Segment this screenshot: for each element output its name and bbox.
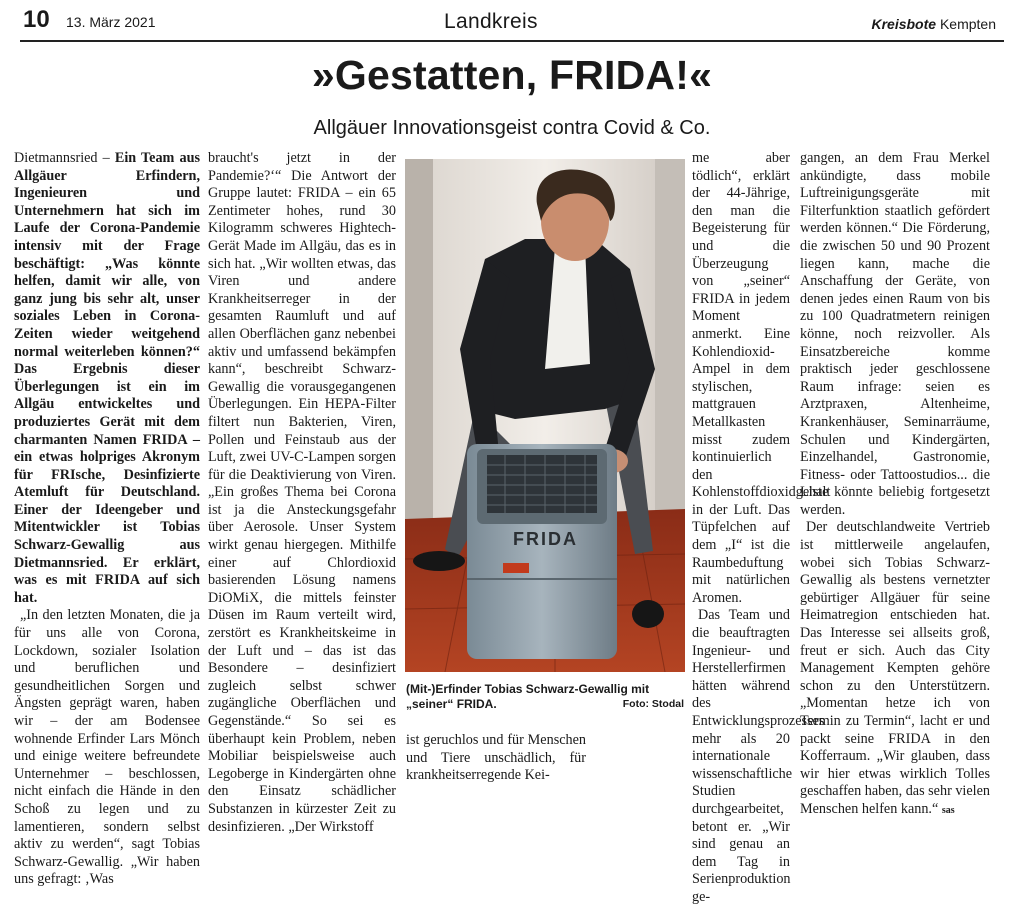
closing-text: Der deutschlandweite Vertrieb ist mittlerweile angelaufen, wobei sich Tobias Schwarz-Gewallig als bestens vernetzter gebürtiger Allgäuer für seine Heimatregion entschieden hat. Das Interesse sei allseits groß, freut er sich. Auch das City Management Kempten gehöre schon zu den Unterstützern. „Momentan hetze ich von Termin zu Termin“, lacht er und packt seine FRIDA in den Kofferraum. „Wir glauben, dass wir hier etwas wirklich Tolles geschaffen haben, das sehr vielen Menschen helfen kann.“	[800, 519, 991, 817]
author-initials: sas	[941, 804, 955, 816]
article-column-5	[800, 150, 990, 820]
headline: »Gestatten, FRIDA!«	[311, 52, 713, 98]
body-paragraph: ist geruchlos und für Menschen und Tiere unschädlich, für krankheitserregende Kei-	[406, 732, 586, 784]
body-paragraph: „In den letzten Monaten, die ja für uns alle von Corona, Lockdown, sozialer Isolation und beruflichen und gesundheitlichen Sorgen und Ängsten geprägt waren, haben wir – der am Bodensee wohnende Erfinder Lars Mönch und einige weitere befreundete Unternehmer – beschlossen, nicht einfach die Hände in den Schoß zu legen und zu lamentieren, sondern selbst aktiv zu werden“, sagt Tobias Schwarz-Gewallig. „Wir haben uns gefragt: ‚Was	[14, 607, 200, 888]
subheadline: Allgäuer Innovationsgeist contra Covid & Co.	[313, 117, 711, 139]
brand-name: Kreisbote	[871, 16, 937, 32]
page-header	[0, 0, 1024, 44]
issue-date: 13. März 2021	[66, 14, 156, 30]
lead-text: Ein Team aus Allgäuer Erfindern, Ingenieuren und Unternehmern hat sich im Laufe der Corona-Pandemie intensiv mit der Frage beschäftigt: „Was könnte helfen, damit wir alle, von ganz jung bis sehr alt, unser soziales Leben in Corona-Zeiten wieder weitgehend normal weiterleben können?“ Das Ergebnis dieser Überlegungen ist ein im Allgäu entwickeltes und produziertes Gerät mit dem charmanten Namen FRIDA – ein etwas holpriges Akronym für FRIsche, Desinfizierte Atemluft für Deutschland. Einer der Ideengeber und Mitentwickler ist Tobias Schwarz-Gewallig aus Dietmannsried. Er erklärt, was es mit FRIDA auf sich hat.	[14, 150, 200, 606]
body-paragraph: me aber tödlich“, erklärt der 44-Jährige, den man die Begeisterung für und die Überzeugung von „seiner“ FRIDA in jedem Moment anmerkt. Eine Kohlendioxid-Ampel in dem stylischen, mattgrauen Metallkasten misst zudem kontinuierlich den Kohlenstoffdioxidgehalt in der Luft. Das Tüpfelchen auf dem „I“ ist die Raumbeduftung mit natürlichen Aromen.	[692, 150, 831, 606]
page-number: 10	[23, 6, 50, 33]
body-paragraph: braucht's jetzt in der Pandemie?‘“ Die Antwort der Gruppe lautet: FRIDA – ein 65 Zentimeter hohes, rund 30 Kilogramm schweres Hightech-Gerät Made im Allgäu, das es in sich hat. „Wir wollten etwas, das Viren und andere Krankheitserreger in der gesamten Raumluft und auf allen Oberflächen ganz nebenbei aktiv und umfassend bekämpfen kann“, beschreibt Schwarz-Gewallig die vorausgegangenen Überlegungen. Ein HEPA-Filter filtert nun Bakterien, Viren, Pollen und Feinstaub aus der Luft, zwei UV-C-Lampen sorgen für die Deaktivierung von Viren. „Ein großes Thema bei Corona ist ja die Ansteckungsgefahr über Aerosole. Unser System wirkt genau hiergegen. Mithilfe einer auf Chlordioxid basierenden Lösung namens DiOMiX, die mittels feinster Düsen im Raum verteilt wird, zerstört es Krankheitskeime in der Luft und – das ist das Besondere – desinfiziert zugleich selbst schwer zugängliche Oberflächen und Gegenstände.“ So sei es überhaupt kein Problem, neben Mobiliar beispielsweise auch Legoberge in Kindergärten ohne den Einsatz schädlicher Substanzen in kürzester Zeit zu desinfizieren. „Der Wirkstoff	[208, 150, 396, 835]
photo-credit: Foto: Stodal	[622, 698, 684, 710]
photo-image	[405, 159, 685, 672]
article-column-3-bottom	[406, 732, 686, 785]
article-column-4	[692, 150, 831, 907]
article-column-2	[208, 150, 396, 836]
brand-city: Kempten	[939, 16, 996, 32]
header-rule	[20, 40, 1004, 42]
body-paragraph: gangen, an dem Frau Merkel ankündigte, dass mobile Luftreinigungsgeräte mit Filterfunktion staatlich gefördert werden können.“ Die Förderung, die zwischen 50 und 90 Prozent liegen kann, mache die Anschaffung der Geräte, von denen jedes einen Raum von bis zu 100 Quadratmetern reinigen könne, noch reizvoller. Als Einsatzbereiche komme praktisch jeder geschlossene Raum infrage: seien es Arztpraxen, Altenheime, Krankenhäuser, Seminarräume, Schulen und Kindergärten, Einzelhandel, Gastronomie, Fitness- oder Tattoostudios... die Liste könnte beliebig fortgesetzt werden.	[800, 150, 990, 518]
lead-paragraph	[14, 150, 200, 607]
article-photo	[405, 159, 685, 672]
photo-caption	[406, 682, 684, 712]
dateline: Dietmannsried –	[14, 150, 110, 166]
caption-text: (Mit-)Erfinder Tobias Schwarz-Gewallig mit „seiner“ FRIDA.	[406, 682, 650, 711]
body-paragraph: Das Team und die beauftragten Ingenieur- und Herstellerfirmen hätten während des Entwicklungsprozesses mehr als 20 internationale wissenschaftliche Studien durchgearbeitet, betont er. „Wir sind genau an dem Tag in Serienproduktion ge-	[692, 607, 825, 905]
publication-brand	[871, 16, 996, 32]
body-paragraph	[800, 519, 990, 819]
device-label: FRIDA	[513, 529, 578, 549]
section-title: Landkreis	[444, 10, 538, 33]
article-column-1	[14, 150, 200, 889]
